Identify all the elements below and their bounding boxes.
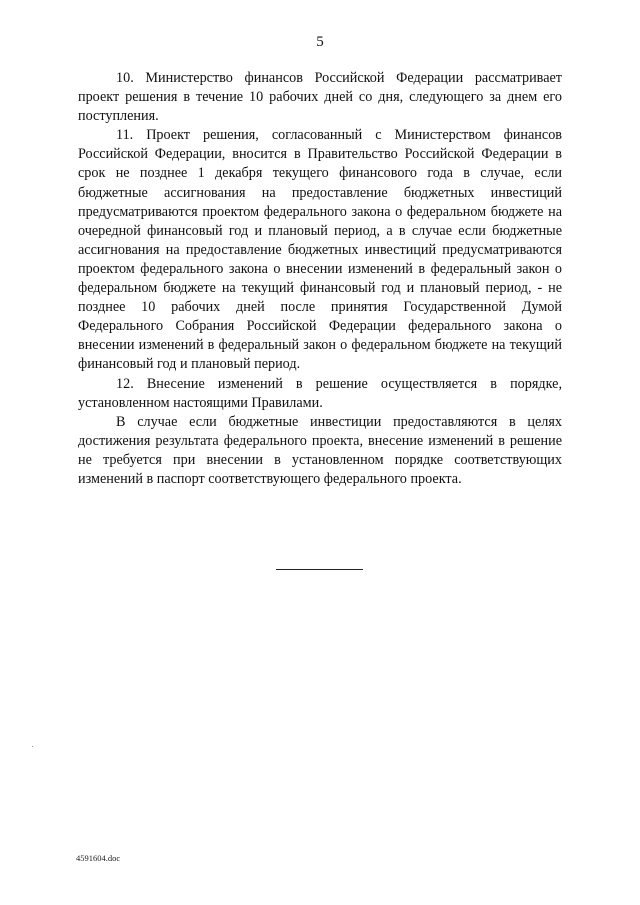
- paragraph-federal-project-note: В случае если бюджетные инвестиции предоставляются в целях достижения результата федерального проекта, внесение изменений в решение не требуется при внесении в установленном порядке соответствующих изменений в паспорт соответствующего федерального проекта.: [78, 413, 562, 487]
- paragraph-10: 10. Министерство финансов Российской Федерации рассматривает проект решения в течение 10 рабочих дней со дня, следующего за днем его поступления.: [78, 70, 562, 125]
- scan-speck: [32, 746, 33, 747]
- end-separator-line: [276, 569, 363, 570]
- paragraph-12: 12. Внесение изменений в решение осуществляется в порядке, установленном настоящими Правилами.: [78, 375, 562, 411]
- paragraph-11: 11. Проект решения, согласованный с Министерством финансов Российской Федерации, вносится в Правительство Российской Федерации в срок не позднее 1 декабря текущего финансового года в случае, если бюджетные ассигнования на предоставление бюджетных инвестиций предусматриваются проектом федерального закона о федеральном бюджете на очередной финансовый год и плановый период, а в случае если бюджетные ассигнования на предоставление бюджетных инвестиций предусматриваются проектом федерального закона о внесении изменений в федеральный закон о федеральном бюджете на текущий финансовый год и плановый период, - не позднее 10 рабочих дней после принятия Государственной Думой Федерального Собрания Российской Федерации федерального закона о внесении изменений в федеральный закон о федеральном бюджете на текущий финансовый год и плановый период.: [78, 127, 562, 373]
- page-number: 5: [316, 34, 324, 50]
- document-body: [78, 69, 562, 489]
- file-code: 4591604.doc: [76, 853, 121, 863]
